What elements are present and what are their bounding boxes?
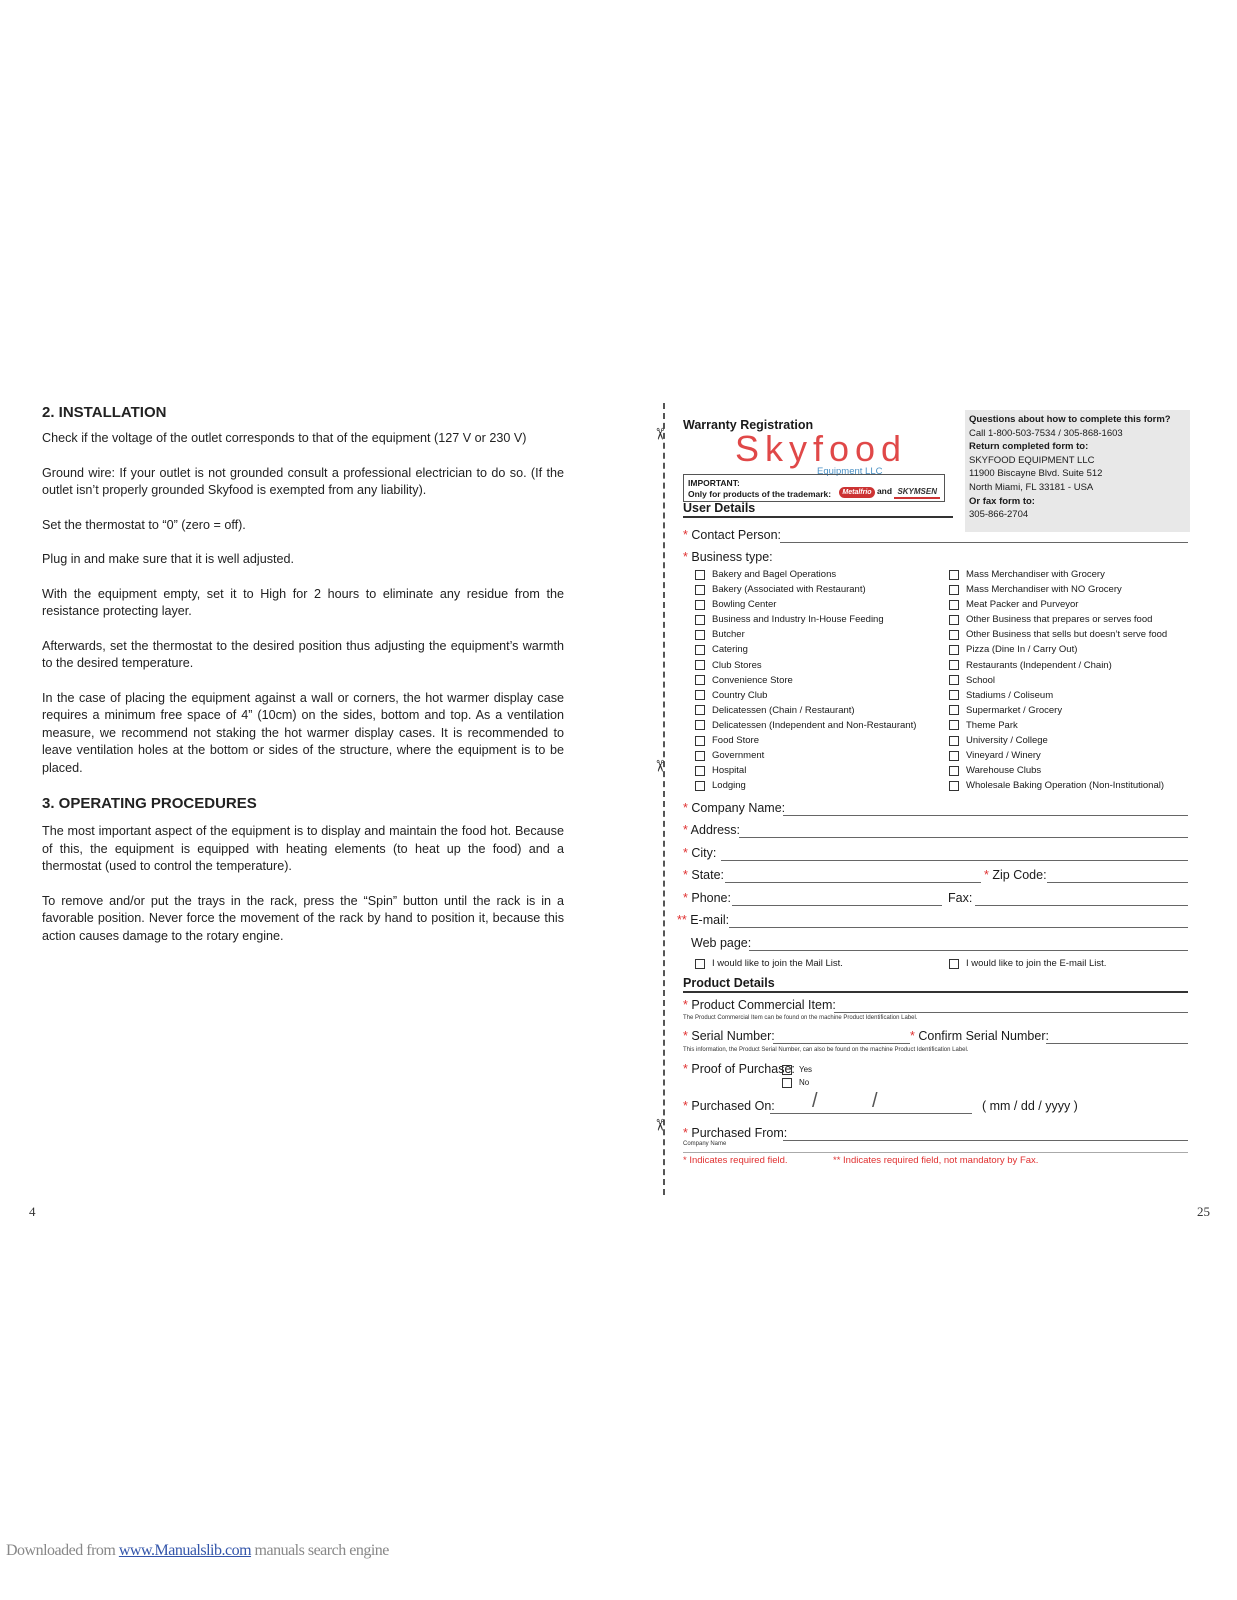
- operating-paragraph: To remove and/or put the trays in the rack, press the “Spin” button until the rack is in a favorable position. Never force the movement of the rack by hand to position it, because this action causes damage to the rotary engine.: [42, 893, 564, 943]
- installation-paragraph: Plug in and make sure that it is well adjusted.: [42, 552, 295, 566]
- important-box: [683, 474, 945, 502]
- metalfrio-logo: Metalfrio: [839, 487, 874, 498]
- business-option[interactable]: Bakery (Associated with Restaurant): [695, 582, 916, 597]
- business-option[interactable]: Catering: [695, 642, 916, 657]
- checkbox[interactable]: [949, 720, 959, 730]
- business-option[interactable]: Vineyard / Winery: [949, 748, 1167, 763]
- checkbox[interactable]: [949, 585, 959, 595]
- checkbox[interactable]: [949, 615, 959, 625]
- webpage-label: Web page:: [691, 936, 752, 950]
- business-option[interactable]: Other Business that prepares or serves food: [949, 612, 1167, 627]
- skyfood-logo: Skyfood: [735, 428, 908, 469]
- checkbox[interactable]: [695, 615, 705, 625]
- product-item-field[interactable]: [834, 1012, 1188, 1013]
- business-option[interactable]: Theme Park: [949, 718, 1167, 733]
- checkbox[interactable]: [949, 751, 959, 761]
- business-option[interactable]: University / College: [949, 733, 1167, 748]
- business-option[interactable]: Government: [695, 748, 916, 763]
- checkbox[interactable]: [949, 630, 959, 640]
- business-option[interactable]: Mass Merchandiser with Grocery: [949, 567, 1167, 582]
- divider: [683, 1152, 1188, 1153]
- checkbox[interactable]: [782, 1065, 792, 1075]
- checkbox[interactable]: [695, 766, 705, 776]
- email-list-option[interactable]: I would like to join the E-mail List.: [949, 956, 1106, 971]
- business-option[interactable]: Warehouse Clubs: [949, 763, 1167, 778]
- company-name-field[interactable]: [783, 815, 1188, 816]
- business-option[interactable]: Bowling Center: [695, 597, 916, 612]
- required-fax-note: ** Indicates required field, not mandatory by Fax.: [833, 1155, 1039, 1166]
- warranty-title: Warranty Registration: [683, 418, 814, 432]
- checkbox[interactable]: [695, 570, 705, 580]
- business-option[interactable]: Other Business that sells but doesn’t serve food: [949, 627, 1167, 642]
- city-label: City:: [691, 846, 717, 860]
- scissors-icon: ✂: [650, 427, 668, 441]
- checkbox[interactable]: [695, 645, 705, 655]
- scissors-icon: ✂: [650, 1118, 668, 1132]
- business-type-list-right: [949, 567, 1167, 793]
- business-option[interactable]: Delicatessen (Independent and Non-Restaurant): [695, 718, 916, 733]
- business-option[interactable]: Business and Industry In-House Feeding: [695, 612, 916, 627]
- installation-paragraph: Afterwards, set the thermostat to the desired position thus adjusting the equipment’s warmth to the desired temperature.: [42, 638, 564, 670]
- page-number-left: 4: [29, 1204, 36, 1219]
- fax-field[interactable]: [975, 905, 1188, 906]
- operating-paragraph: The most important aspect of the equipment is to display and maintain the food hot. Because of this, the equipment is equipped with heating elements (to heat up the food) and a thermostat (used to control the temperature).: [42, 824, 564, 873]
- checkbox[interactable]: [949, 781, 959, 791]
- fax-label: Fax:: [948, 891, 973, 905]
- email-field[interactable]: [729, 927, 1188, 928]
- business-option[interactable]: Delicatessen (Chain / Restaurant): [695, 703, 916, 718]
- required-note: * Indicates required field.: [683, 1155, 788, 1166]
- contact-person-field[interactable]: [780, 542, 1188, 543]
- checkbox[interactable]: [695, 690, 705, 700]
- installation-paragraph: Check if the voltage of the outlet corresponds to that of the equipment (127 V or 230 V): [42, 431, 527, 445]
- checkbox[interactable]: [949, 959, 959, 969]
- date-format: ( mm / dd / yyyy ): [982, 1099, 1078, 1113]
- installation-heading: 2. INSTALLATION: [42, 404, 167, 421]
- state-field[interactable]: [725, 882, 981, 883]
- product-details-heading: Product Details: [683, 976, 1188, 993]
- business-option[interactable]: Mass Merchandiser with NO Grocery: [949, 582, 1167, 597]
- checkbox[interactable]: [949, 600, 959, 610]
- page-number-right: 25: [1197, 1204, 1210, 1219]
- serial-field[interactable]: [773, 1043, 910, 1044]
- business-option[interactable]: Convenience Store: [695, 673, 916, 688]
- business-type-list-left: [695, 567, 916, 793]
- user-details-heading: User Details: [683, 501, 953, 518]
- checkbox[interactable]: [949, 705, 959, 715]
- checkbox[interactable]: [695, 660, 705, 670]
- phone-label: Phone:: [691, 891, 731, 905]
- email-label: E-mail:: [690, 913, 730, 927]
- business-type-label: Business type:: [691, 550, 773, 564]
- operating-heading: 3. OPERATING PROCEDURES: [42, 795, 257, 812]
- scissors-icon: ✂: [650, 759, 668, 773]
- state-label: State:: [691, 868, 725, 882]
- address-label: Address:: [690, 823, 741, 837]
- and-text: and: [876, 486, 893, 496]
- checkbox[interactable]: [695, 959, 705, 969]
- checkbox[interactable]: [949, 570, 959, 580]
- checkbox[interactable]: [695, 720, 705, 730]
- cut-line: [663, 403, 665, 1195]
- checkbox[interactable]: [695, 585, 705, 595]
- date-separator: /: [872, 1090, 878, 1112]
- logo-subtext: Equipment LLC: [817, 466, 883, 477]
- webpage-field[interactable]: [749, 950, 1188, 951]
- phone-field[interactable]: [732, 905, 942, 906]
- business-option[interactable]: Meat Packer and Purveyor: [949, 597, 1167, 612]
- business-option[interactable]: Stadiums / Coliseum: [949, 688, 1167, 703]
- company-name-label: Company Name:: [691, 801, 786, 815]
- purchased-on-label: Purchased On:: [691, 1099, 775, 1113]
- checkbox[interactable]: [949, 690, 959, 700]
- checkbox[interactable]: [695, 751, 705, 761]
- checkbox[interactable]: [949, 766, 959, 776]
- checkbox[interactable]: [695, 600, 705, 610]
- business-option[interactable]: Hospital: [695, 763, 916, 778]
- checkbox[interactable]: [695, 705, 705, 715]
- checkbox[interactable]: [695, 736, 705, 746]
- checkbox[interactable]: [695, 675, 705, 685]
- purchased-from-label: Purchased From:: [691, 1126, 788, 1140]
- important-text: Only for products of the trademark:: [688, 489, 832, 499]
- zip-label: Zip Code:: [992, 868, 1047, 882]
- business-option[interactable]: Lodging: [695, 778, 916, 793]
- proof-label: Proof of Purchase:: [691, 1062, 795, 1076]
- product-item-label: Product Commercial Item:: [691, 998, 836, 1012]
- business-option[interactable]: Bakery and Bagel Operations: [695, 567, 916, 582]
- business-option[interactable]: Food Store: [695, 733, 916, 748]
- business-option[interactable]: Country Club: [695, 688, 916, 703]
- contact-info-box: Questions about how to complete this form? Call 1-800-503-7534 / 305-868-1603 Return completed form to: SKYFOOD EQUIPMENT LLC 11900 Biscayne Blvd. Suite 512 North Miami, FL 33181 - USA Or fax form to: 305-866-2704: [965, 410, 1190, 532]
- contact-person-label: Contact Person:: [691, 528, 781, 542]
- business-option[interactable]: Supermarket / Grocery: [949, 703, 1167, 718]
- manualslib-link[interactable]: www.Manualslib.com: [118, 1542, 252, 1559]
- checkbox[interactable]: [949, 675, 959, 685]
- proof-yes-option[interactable]: Yes: [782, 1063, 812, 1076]
- checkbox[interactable]: [695, 630, 705, 640]
- installation-paragraph: Set the thermostat to “0” (zero = off).: [42, 517, 246, 532]
- checkbox[interactable]: [695, 781, 705, 791]
- checkbox[interactable]: [949, 660, 959, 670]
- mail-list-option[interactable]: I would like to join the Mail List.: [695, 956, 843, 971]
- confirm-serial-label: Confirm Serial Number:: [918, 1029, 1049, 1043]
- proof-no-option[interactable]: No: [782, 1076, 812, 1089]
- serial-label: Serial Number:: [691, 1029, 775, 1043]
- skymsen-logo: SKYMSEN: [894, 486, 940, 499]
- business-option[interactable]: Club Stores: [695, 658, 916, 673]
- business-option[interactable]: School: [949, 673, 1167, 688]
- city-field[interactable]: [721, 860, 1188, 861]
- product-item-note: The Product Commercial Item can be found on the machine Product Identification Label.: [683, 1015, 918, 1021]
- download-footer: Downloaded from www.Manualslib.com manuals search engine: [6, 1542, 389, 1559]
- purchase-date-field[interactable]: [770, 1113, 972, 1114]
- checkbox[interactable]: [949, 645, 959, 655]
- address-field[interactable]: [739, 837, 1188, 838]
- checkbox[interactable]: [782, 1078, 792, 1088]
- installation-paragraph: In the case of placing the equipment against a wall or corners, the hot warmer display case requires a minimum free space of 4” (10cm) on the sides, bottom and top. As a ventilation measure, we recommend not staking the hot warmer display cases. It is recommended to leave ventilation holes at the bottom or sides of the structure, where the equipment is to be placed.: [42, 690, 564, 775]
- business-option[interactable]: Restaurants (Independent / Chain): [949, 658, 1167, 673]
- company-name-note: Company Name: [683, 1141, 727, 1147]
- serial-note: This information, the Product Serial Number, can also be found on the machine Product Identification Label.: [683, 1047, 969, 1053]
- installation-paragraph: With the equipment empty, set it to High for 2 hours to eliminate any residue from the resistance protecting layer.: [42, 586, 564, 618]
- confirm-serial-field[interactable]: [1046, 1043, 1188, 1044]
- warranty-form: Warranty Registration Skyfood Equipment LLC IMPORTANT: Only for products of the trademark: Metalfrio and SKYMSEN Questions about how to complete this form? Call 1-800-503-7534 / 305-868-1603 Return completed form to: SKYFOOD EQUIPMENT LLC 11900 Biscayne Blvd. Suite 512 North Miami, FL 33181 - USA Or fax form to: 305-866-2704 User Details * Contact Person: * Business type: Bakery and Bagel Operations Bakery (Associated with Restaurant) Bowling Center Business and Industry In-House Feeding Butcher Catering Club Stores Convenience Store Country Club Delicatessen (Chain / Restaurant) Delicatessen (Independent and Non-Restaurant) Food Store Government Hospital Lodging Mass Merchandiser with Grocery Mass Merchandiser with NO Grocery Meat Packer and Purveyor Other Business that prepares or serves food Other Business that sells but doesn’t serve food Pizza (Dine In / Carry Out) Restaurants (Independent / Chain) School Stadiums / Coliseum Supermarket / Grocery Theme Park University / College Vineyard / Winery Warehouse Clubs Wholesale Baking Operation (Non-Institutional) * Company Name: * Address: * City: * State: * Zip Code: * Phone: Fax: ** E-mail: Web page: I would like to join the Mail List. I would like to join the E-mail List. Product Details * Product Commercial Item: The Product Commercial Item can be found on the machine Product Identification Label. * Serial Number: * Confirm Serial Number: This information, the Product Serial Number, can also be found on the machine Product Identification Label. * Proof of Purchase: Yes No * Purchased On: / / ( mm / dd / yyyy ) * Purchased From: Company Name * Indicates required field. ** Indicates required field, not mandatory by Fax.: [683, 414, 1188, 526]
- checkbox[interactable]: [949, 736, 959, 746]
- business-option[interactable]: Wholesale Baking Operation (Non-Institutional): [949, 778, 1167, 793]
- purchased-from-field[interactable]: [783, 1140, 1188, 1141]
- business-option[interactable]: Butcher: [695, 627, 916, 642]
- important-label: IMPORTANT:: [688, 478, 740, 488]
- left-page: [42, 404, 564, 962]
- date-separator: /: [812, 1090, 818, 1112]
- installation-paragraph: Ground wire: If your outlet is not grounded consult a professional electrician to do so. (If the outlet isn’t properly grounded Skyfood is exempted from any liability).: [42, 465, 564, 497]
- zip-field[interactable]: [1047, 882, 1188, 883]
- business-option[interactable]: Pizza (Dine In / Carry Out): [949, 642, 1167, 657]
